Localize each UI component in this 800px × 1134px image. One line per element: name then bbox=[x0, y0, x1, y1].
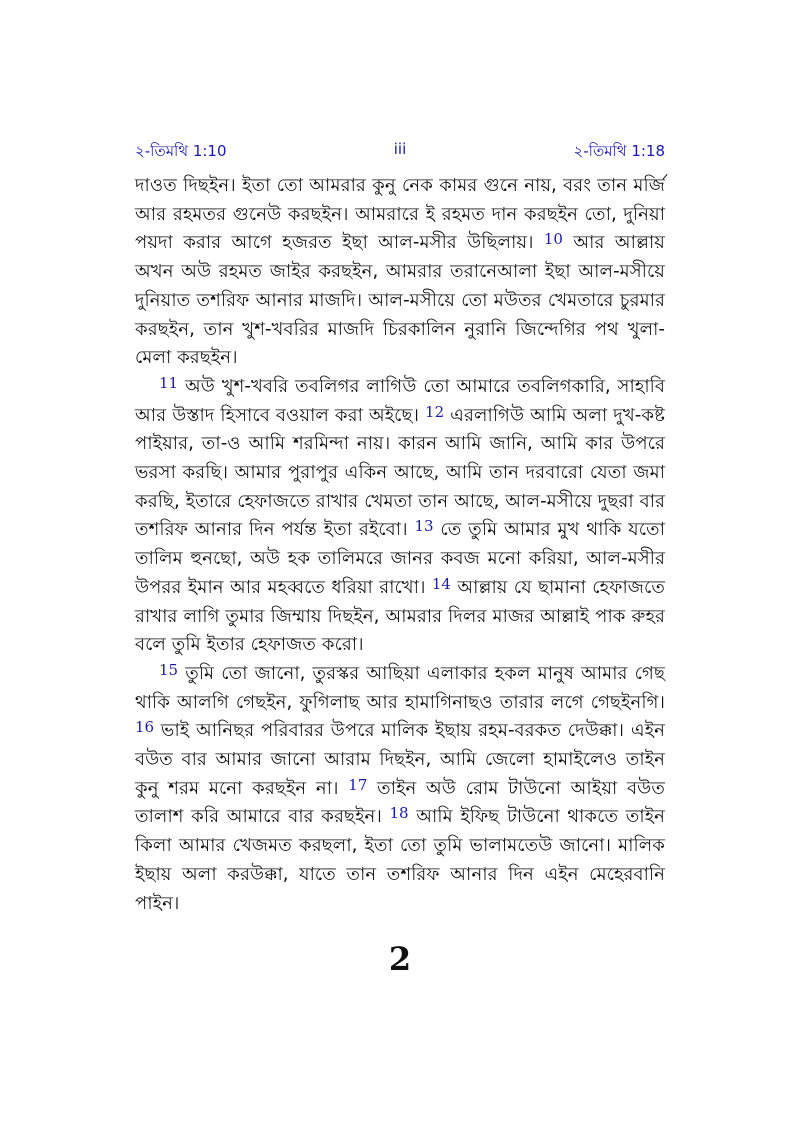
verse-text: দাওত দিছইন। ইতা তো আমরার কুনু নেক কামর গুনে নায়, বরং তান মর্জি আর রহমতর গুনেউ করছইন। আমরারে ই রহমত দান করছইন তো, দুনিয়া পয়দা করার আগে হজরত ইছা আল-মসীর উছিলায়। bbox=[135, 175, 665, 254]
paragraph bbox=[135, 660, 665, 918]
verse-number: 12 bbox=[425, 402, 445, 421]
header-page-number: iii bbox=[393, 140, 407, 158]
verse-number: 11 bbox=[159, 373, 179, 392]
chapter-number: 2 bbox=[388, 940, 412, 978]
header-left-reference: ২-তিমথি 1:10 bbox=[135, 142, 227, 160]
verse-text: আল্লায় যে ছামানা হেফাজতে রাখার লাগি তুমার জিম্মায় দিছইন, আমরার দিলর মাজর আল্লাই পাক রুহর বলে তুমি ইতার হেফাজত করো। bbox=[135, 576, 665, 656]
verse-number: 10 bbox=[543, 230, 563, 249]
verse-text: এরলাগিউ আমি অলা দুখ-কষ্ট পাইয়ার, তা-ও আমি শরমিন্দা নায়। কারন আমি জানি, আমি কার উপরে ভরসা করছি। আমার পুরাপুর একিন আছে, আমি তান দরবারো যেতা জমা করছি, ইতারে হেফাজতে রাখার খেমতা তান আছে, আল-মসীয়ে দুছরা বার তশরিফ আনার দিন পর্যন্ত ইতা রইবো। bbox=[135, 404, 665, 541]
scripture-text bbox=[135, 172, 665, 918]
verse-number: 14 bbox=[431, 574, 451, 593]
paragraph bbox=[135, 172, 665, 373]
verse-text: ভাই আনিছর পরিবারর উপরে মালিক ইছায় রহম-বরকত দেউক্কা। এইন বউত বার আমার জানো আরাম দিছইন, আমি জেলো হামাইলেও তাইন কুনু শরম মনো করছইন না। bbox=[135, 720, 665, 799]
page-content bbox=[135, 140, 665, 918]
paragraph bbox=[135, 373, 665, 660]
running-header bbox=[135, 140, 665, 166]
verse-number: 15 bbox=[159, 660, 179, 679]
verse-text: আমি ইফিছ টাউনো থাকতে তাইন কিলা আমার খেজমত করছলা, ইতা তো তুমি ভালামতেউ জানো। মালিক ইছায় অলা করউক্কা, যাতে তান তশরিফ আনার দিন এইন মেহেরবানি পাইন। bbox=[135, 806, 665, 914]
verse-number: 18 bbox=[389, 804, 409, 823]
verse-text: আর আল্লায় অখন অউ রহমত জাইর করছইন, আমরার তরানেআলা ইছা আল-মসীয়ে দুনিয়াত তশরিফ আনার মাজদি। আল-মসীয়ে তো মউতর খেমতারে চুরমার করছইন, তান খুশ-খবরির মাজদি চিরকালিন নুরানি জিন্দেগির পথ খুলা-মেলা করছইন। bbox=[135, 232, 665, 369]
verse-text: তুমি তো জানো, তুরস্কর আছিয়া এলাকার হকল মানুষ আমার গেছ থাকি আলগি গেছইন, ফুগিলাছ আর হামাগিনাছও তারার লগে গেছইনগি। bbox=[135, 662, 665, 713]
verse-text: তাইন অউ রোম টাউনো আইয়া বউত তালাশ করি আমারে বার করছইন। bbox=[135, 777, 665, 828]
verse-text: তে তুমি আমার মুখ থাকি যতো তালিম হুনছো, অউ হক তালিমরে জানর কবজ মনো করিয়া, আল-মসীর উপরর ইমান আর মহব্বতে ধরিয়া রাখো। bbox=[135, 519, 665, 598]
verse-text: অউ খুশ-খবরি তবলিগর লাগিউ তো আমারে তবলিগকারি, সাহাবি আর উস্তাদ হিসাবে বওয়াল করা অইছে। bbox=[135, 375, 665, 426]
verse-number: 16 bbox=[135, 718, 155, 737]
header-right-reference: ২-তিমথি 1:18 bbox=[573, 142, 665, 160]
verse-number: 17 bbox=[348, 775, 368, 794]
verse-number: 13 bbox=[414, 517, 434, 536]
